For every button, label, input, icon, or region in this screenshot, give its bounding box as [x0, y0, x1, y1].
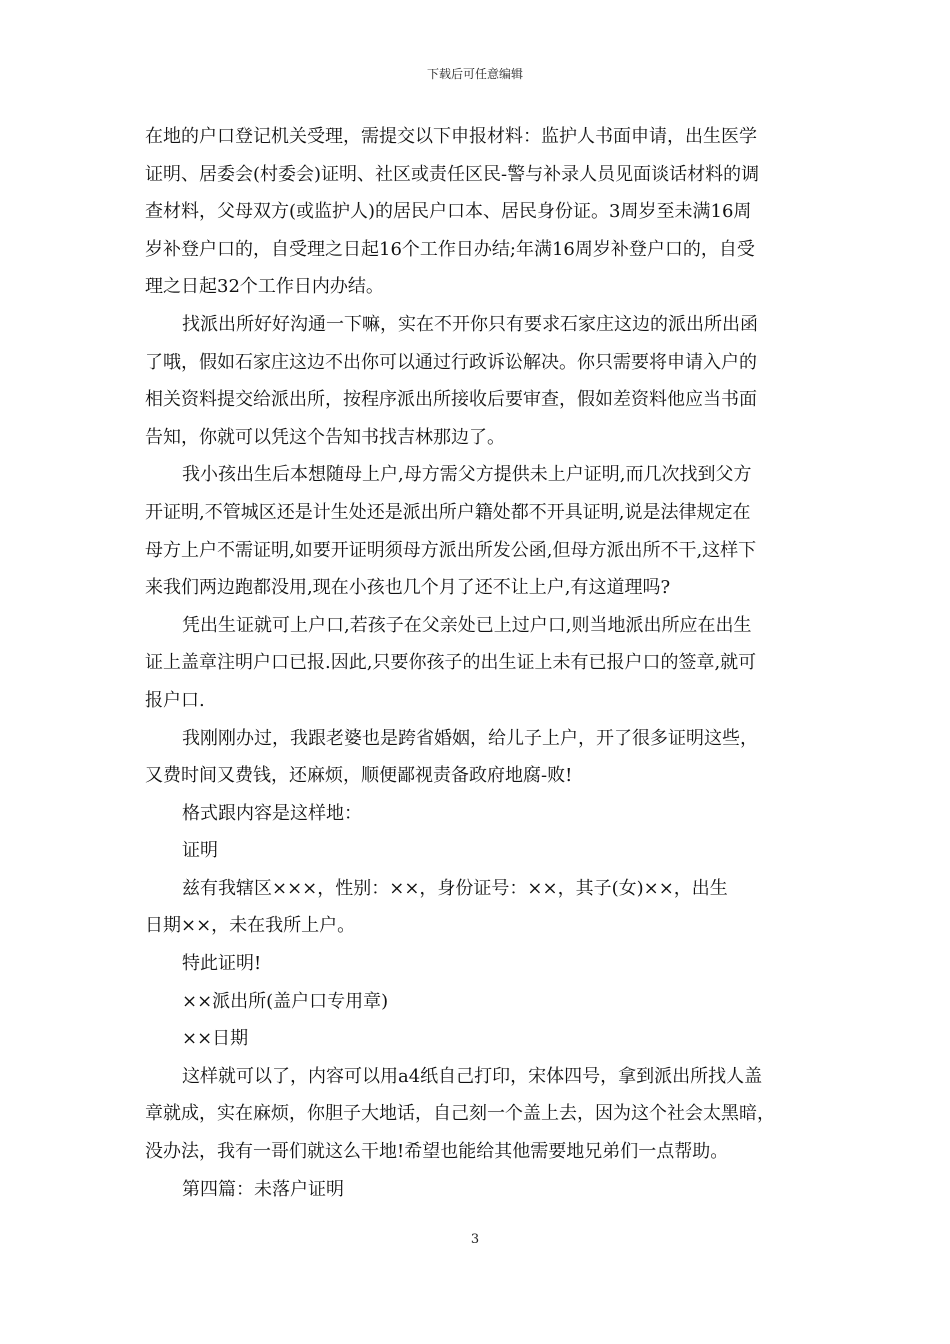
text-line: 证明、居委会(村委会)证明、社区或责任区民-警与补录人员见面谈话材料的调	[145, 163, 760, 185]
text-line: 找派出所好好沟通一下嘛，实在不开你只有要求石家庄这边的派出所出函	[182, 313, 758, 335]
page-number: 3	[470, 1232, 480, 1247]
text-line: 我小孩出生后本想随母上户,母方需父方提供未上户证明,而几次找到父方	[182, 464, 752, 486]
text-line: 在地的户口登记机关受理，需提交以下申报材料：监护人书面申请，出生医学	[145, 126, 757, 147]
text-line: 开证明,不管城区还是计生处还是派出所户籍处都不开具证明,说是法律规定在	[145, 501, 751, 523]
text-line: 第四篇：未落户证明	[182, 1178, 344, 1200]
text-line: 相关资料提交给派出所，按程序派出所接收后要审查，假如差资料他应当书面	[145, 389, 757, 411]
text-line: 理之日起32个工作日内办结。	[145, 276, 384, 298]
text-line: ××日期	[182, 1028, 249, 1050]
text-line: 证上盖章注明户口已报.因此,只要你孩子的出生证上未有已报户口的签章,就可	[145, 652, 757, 674]
text-line: 了哦，假如石家庄这边不出你可以通过行政诉讼解决。你只需要将申请入户的	[145, 351, 757, 373]
text-line: 兹有我辖区×××，性别：××，身份证号：××，其子(女)××，出生	[182, 877, 728, 899]
text-line: 章就成，实在麻烦，你胆子大地话，自己刻一个盖上去，因为这个社会太黑暗，	[145, 1103, 775, 1125]
text-line: 查材料，父母双方(或监护人)的居民户口本、居民身份证。3周岁至未满16周	[145, 201, 752, 223]
text-line: 来我们两边跑都没用,现在小孩也几个月了还不让上户,有这道理吗?	[145, 577, 671, 599]
text-line: 又费时间又费钱，还麻烦，顺便鄙视责备政府地腐-败!	[145, 765, 573, 787]
text-line: 这样就可以了，内容可以用a4纸自己打印，宋体四号，拿到派出所找人盖	[182, 1065, 763, 1087]
text-line: 报户口.	[145, 689, 205, 711]
text-line: 母方上户不需证明,如要开证明须母方派出所发公函,但母方派出所不干,这样下	[145, 539, 757, 561]
text-line: 日期××，未在我所上户。	[145, 915, 356, 937]
page-header: 下载后可任意编辑	[426, 67, 523, 81]
text-line: ××派出所(盖户口专用章)	[182, 990, 389, 1012]
text-line: 告知，你就可以凭这个告知书找吉林那边了。	[145, 426, 505, 448]
text-line: 格式跟内容是这样地：	[182, 802, 362, 824]
text-line: 证明	[182, 840, 218, 862]
text-line: 凭出生证就可上户口,若孩子在父亲处已上过户口,则当地派出所应在出生	[182, 614, 752, 636]
text-line: 特此证明!	[182, 953, 262, 975]
text-line: 我刚刚办过，我跟老婆也是跨省婚姻，给儿子上户，开了很多证明这些，	[182, 727, 758, 749]
document-body	[145, 122, 810, 1212]
text-line: 岁补登户口的，自受理之日起16个工作日办结;年满16周岁补登户口的，自受	[145, 238, 755, 260]
text-line: 没办法，我有一哥们就这么干地!希望也能给其他需要地兄弟们一点帮助。	[145, 1141, 729, 1163]
